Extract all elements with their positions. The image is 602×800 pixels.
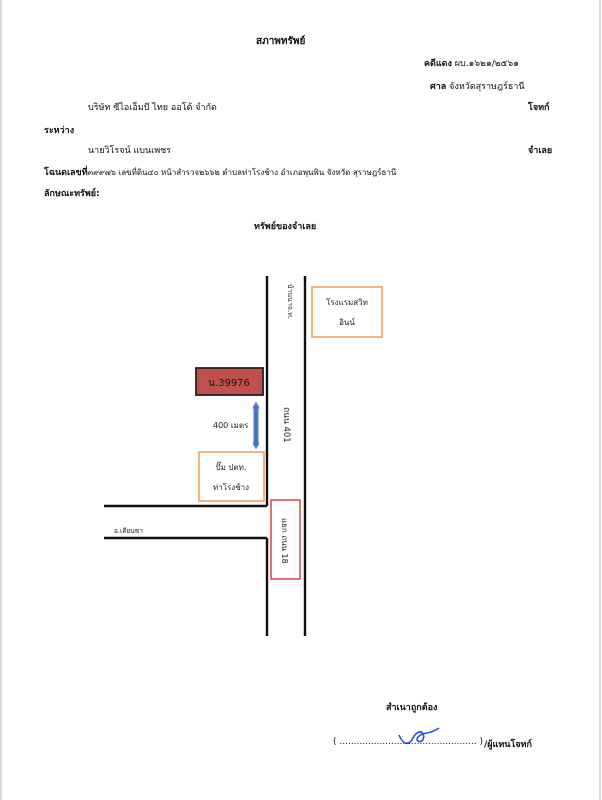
document-title: สภาพทรัพย์ <box>256 36 306 47</box>
main-road-label: ถนน 401 <box>281 407 291 443</box>
court-name: จังหวัดสุราษฎร์ธานี <box>449 82 525 92</box>
road-north-label: บ้านนาจ.ท. <box>286 284 294 320</box>
defendant-name: นายวิโรจน์ แบนเพชร <box>88 146 172 156</box>
gas-station-box <box>199 452 264 501</box>
hotel-box <box>312 287 382 337</box>
gas-station-label-line2: ท่าโรงช้าง <box>212 483 250 492</box>
map-title: ทรัพย์ของจำเลย <box>254 222 317 232</box>
property-label: ลักษณะทรัพย์: <box>44 189 100 199</box>
certified-label: สำเนาถูกต้อง <box>386 703 438 713</box>
hotel-label-line1: โรงแรมสวิท <box>326 298 368 307</box>
case-label: คดีแดง <box>424 59 452 69</box>
plaintiff-role: โจทก์ <box>528 103 550 113</box>
signature-line: ( ................................................ ) <box>333 737 484 747</box>
hotel-label-line2: อินน์ <box>339 318 355 327</box>
gas-station-label-line1: ปั๊ม ปตท. <box>215 463 247 472</box>
defendant-role: จำเลย <box>528 146 553 156</box>
signature-role: /ผู้แทนโจทก์ <box>484 740 532 750</box>
case-number: ผบ.๑๖๒๑/๒๕๖๑ <box>454 59 519 69</box>
plaintiff-name: บริษัท ซีไอเอ็มบี ไทย ออโต้ จำกัด <box>88 103 217 113</box>
court-label: ศาล <box>430 82 447 92</box>
distance-label: 400 เมตร <box>213 421 249 430</box>
deed-details: ๓๙๙๗๖ เลขที่ดิน๔๐ หน้าสำรวจ๒๖๖๒ ตำบลท่าโรงช้าง อำเภอพุนพิน จังหวัด สุราษฎร์ธานี <box>87 168 397 177</box>
junction-label: แยก ถนน 18 <box>280 518 289 564</box>
side-road-label: อ.เคียนซา <box>114 527 143 535</box>
property-parcel-label: น.39976 <box>208 378 250 389</box>
deed-label: โฉนดเลขที่ <box>44 168 88 178</box>
between-label: ระหว่าง <box>44 126 75 136</box>
